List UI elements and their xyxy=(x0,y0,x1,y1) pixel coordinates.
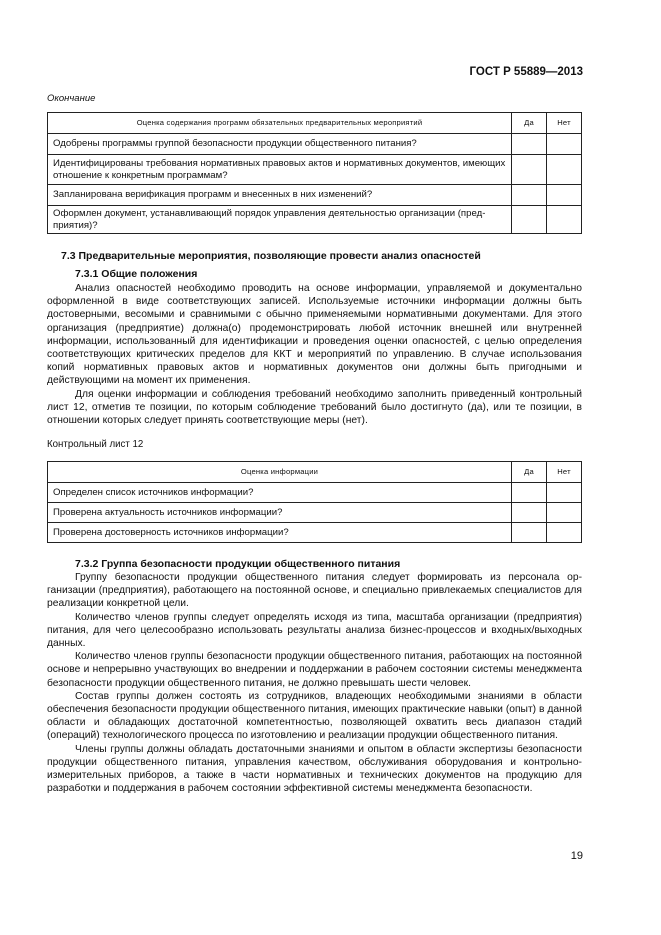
yes-cell xyxy=(512,503,547,523)
no-cell xyxy=(547,206,582,234)
column-header-assessment: Оценка информации xyxy=(48,462,512,483)
section-heading-7-3-2: 7.3.2 Группа безопасности продукции общественного питания xyxy=(75,558,401,570)
yes-cell xyxy=(512,155,547,185)
paragraph: Количество членов группы следует определять исходя из типа, масштаба организации (предприятия) питания, для чего целесообразно использовать результаты анализа бизнес-процессов и входных/выходных данных. xyxy=(47,611,582,650)
table-row xyxy=(48,206,582,234)
section-heading-7-3-1: 7.3.1 Общие положения xyxy=(75,268,198,280)
table-row xyxy=(48,185,582,206)
body-text-block-2 xyxy=(47,571,582,795)
table-cell-question: Оформлен документ, устанавливающий порядок управления деятельностью организации (предприятия)? xyxy=(48,206,512,234)
no-cell xyxy=(547,503,582,523)
paragraph: Анализ опасностей необходимо проводить на основе информации, управляемой и документально оформленной в виде соответствующих записей. Используемые источники информации должны быть достоверными, весомыми и сравнимыми с обычно применяемыми нормативными документами. Для этого организация (предприятие) должна(о) продемонстрировать любой источник внешней или внутренней информации, использованный для идентификации и проведения оценки опасностей, с целью определения соответствующих критических пределов для ККТ и мероприятий по управлению. В случае использования копий нормативных правовых актов и нормативных документов они должны быть пригодными и действующими на момент их применения. xyxy=(47,283,582,387)
column-header-yes: Да xyxy=(512,462,547,483)
table-header-row xyxy=(48,113,582,134)
table-continuation-label: Окончание xyxy=(47,93,96,104)
table-cell-question: Проверена актуальность источников информации? xyxy=(48,503,512,523)
checklist-12-table xyxy=(47,461,582,543)
document-header: ГОСТ Р 55889—2013 xyxy=(469,66,583,78)
no-cell xyxy=(547,185,582,206)
column-header-no: Нет xyxy=(547,462,582,483)
no-cell xyxy=(547,134,582,155)
paragraph: Группу безопасности продукции общественного питания следует формировать из персонала организации (предприятия), работающего на постоянной основе, и специально привлекаемых специалистов для реализации конкретной цели. xyxy=(47,572,582,610)
no-cell xyxy=(547,155,582,185)
paragraph: Члены группы должны обладать достаточными знаниями и опытом в области экспертизы безопасности продукции общественного питания, управления качеством, обслуживания оборудования и контрольно-измерительных приборов, а также в части нормативных и технических документов на продукцию для разработки и поддержания в рабочем состоянии эффективной системы менеджмента безопасности. xyxy=(47,743,582,795)
paragraph: Количество членов группы безопасности продукции общественного питания, работающих на постоянной основе и непрерывно участвующих во внедрении и поддержании в рабочем состоянии системы менеджмента безопасности продукции общественного питания, не должно превышать шести человек. xyxy=(47,651,582,689)
table-cell-question: Проверена достоверность источников информации? xyxy=(48,523,512,543)
table-row xyxy=(48,503,582,523)
body-text-block-1 xyxy=(47,282,582,427)
column-header-no: Нет xyxy=(547,113,582,134)
table-cell-question: Определен список источников информации? xyxy=(48,483,512,503)
page-number: 19 xyxy=(570,850,583,862)
table-row xyxy=(48,523,582,543)
column-header-assessment: Оценка содержания программ обязательных предварительных мероприятий xyxy=(48,113,512,134)
checklist-12-label: Контрольный лист 12 xyxy=(47,439,144,450)
table-cell-question: Одобрены программы группой безопасности продукции общественного питания? xyxy=(48,134,512,155)
table-cell-question: Запланирована верификация программ и внесенных в них изменений? xyxy=(48,185,512,206)
yes-cell xyxy=(512,483,547,503)
paragraph: Состав группы должен состоять из сотрудников, владеющих необходимыми знаниями в области обеспечения безопасности продукции общественного питания, имеющих практические навыки (опыт) в данной области и обладающих достаточной компетентностью, позволяющей охватить весь диапазон стадий (операций) технологического процесса по изготовлению и реализации продукции общественного питания. xyxy=(47,690,582,742)
yes-cell xyxy=(512,185,547,206)
table-cell-question: Идентифицированы требования нормативных правовых актов и нормативных документов, имеющих отношение к конкретным программам? xyxy=(48,155,512,185)
table-row xyxy=(48,134,582,155)
checklist-table-continued xyxy=(47,112,582,234)
yes-cell xyxy=(512,206,547,234)
table-row xyxy=(48,483,582,503)
no-cell xyxy=(547,483,582,503)
column-header-yes: Да xyxy=(512,113,547,134)
paragraph: Для оценки информации и соблюдения требований необходимо заполнить приведенный контрольный лист 12, отметив те позиции, по которым соблюдение требований было достигнуто (да), или те позиции, в отношении которых следует принять соответствующие меры (нет). xyxy=(47,388,582,427)
yes-cell xyxy=(512,523,547,543)
no-cell xyxy=(547,523,582,543)
table-header-row xyxy=(48,462,582,483)
table-row xyxy=(48,155,582,185)
yes-cell xyxy=(512,134,547,155)
section-heading-7-3: 7.3 Предварительные мероприятия, позволяющие провести анализ опасностей xyxy=(61,250,481,262)
